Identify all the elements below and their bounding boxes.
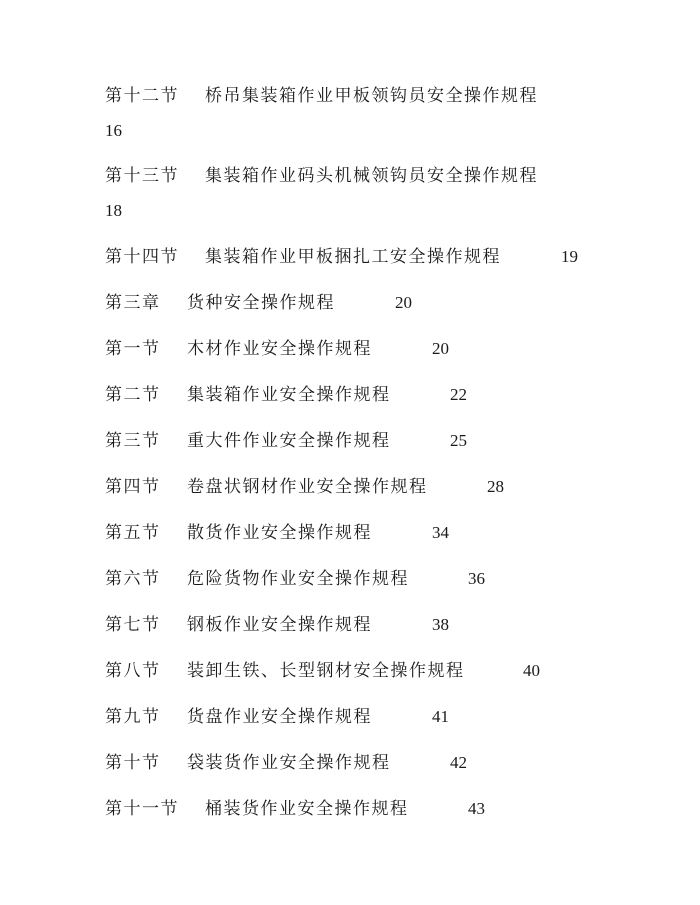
toc-page-number: 20 bbox=[395, 293, 412, 312]
toc-section: 第十二节 bbox=[105, 86, 179, 106]
toc-title: 货种安全操作规程 bbox=[187, 293, 335, 313]
toc-entry bbox=[105, 567, 505, 591]
toc-page-number: 42 bbox=[450, 753, 467, 772]
toc-title: 木材作业安全操作规程 bbox=[187, 339, 372, 359]
toc-title: 钢板作业安全操作规程 bbox=[187, 615, 372, 635]
toc-title: 桶装货作业安全操作规程 bbox=[205, 799, 409, 819]
toc-section: 第十三节 bbox=[105, 166, 179, 186]
toc-page-number: 38 bbox=[432, 615, 449, 634]
toc-title: 袋装货作业安全操作规程 bbox=[187, 753, 391, 773]
toc-entry bbox=[105, 613, 505, 637]
toc-title: 卷盘状钢材作业安全操作规程 bbox=[187, 477, 428, 497]
toc-page-number: 28 bbox=[487, 477, 504, 496]
toc-entry bbox=[105, 475, 525, 499]
toc-page-number: 22 bbox=[450, 385, 467, 404]
toc-section: 第十节 bbox=[105, 753, 161, 773]
toc-section: 第八节 bbox=[105, 661, 161, 681]
toc-section: 第三章 bbox=[105, 293, 161, 313]
toc-page-number: 25 bbox=[450, 431, 467, 450]
toc-title: 集装箱作业码头机械领钩员安全操作规程 bbox=[205, 166, 538, 186]
toc-section: 第十四节 bbox=[105, 247, 179, 267]
toc-entry bbox=[105, 291, 505, 315]
toc-title: 集装箱作业甲板捆扎工安全操作规程 bbox=[205, 247, 501, 267]
toc-section: 第七节 bbox=[105, 615, 161, 635]
toc-page-number: 16 bbox=[105, 121, 122, 140]
toc-page-number: 40 bbox=[523, 661, 540, 680]
toc-section: 第四节 bbox=[105, 477, 161, 497]
toc-section: 第五节 bbox=[105, 523, 161, 543]
toc-title: 重大件作业安全操作规程 bbox=[187, 431, 391, 451]
toc-page-number: 20 bbox=[432, 339, 449, 358]
toc-entry bbox=[105, 521, 505, 545]
toc-title: 危险货物作业安全操作规程 bbox=[187, 569, 409, 589]
toc-title: 散货作业安全操作规程 bbox=[187, 523, 372, 543]
toc-entry bbox=[105, 164, 538, 188]
toc-title: 集装箱作业安全操作规程 bbox=[187, 385, 391, 405]
toc-entry bbox=[105, 797, 525, 821]
toc-title: 货盘作业安全操作规程 bbox=[187, 707, 372, 727]
toc-title: 装卸生铁、长型钢材安全操作规程 bbox=[187, 661, 465, 681]
toc-section: 第三节 bbox=[105, 431, 161, 451]
toc-section: 第二节 bbox=[105, 385, 161, 405]
toc-page-number: 43 bbox=[468, 799, 485, 818]
toc-entry bbox=[105, 705, 505, 729]
toc-section: 第六节 bbox=[105, 569, 161, 589]
toc-entry bbox=[105, 84, 538, 108]
toc-entry bbox=[105, 383, 505, 407]
toc-entry bbox=[105, 429, 505, 453]
toc-section: 第一节 bbox=[105, 339, 161, 359]
toc-page-number: 34 bbox=[432, 523, 449, 542]
toc-entry bbox=[105, 337, 505, 361]
toc-section: 第九节 bbox=[105, 707, 161, 727]
toc-page-number: 19 bbox=[561, 247, 578, 266]
toc-title: 桥吊集装箱作业甲板领钩员安全操作规程 bbox=[205, 86, 538, 106]
toc-entry bbox=[105, 751, 505, 775]
toc-page-number: 41 bbox=[432, 707, 449, 726]
toc-entry bbox=[105, 245, 585, 269]
toc-section: 第十一节 bbox=[105, 799, 179, 819]
toc-entry bbox=[105, 659, 565, 683]
toc-page-number: 18 bbox=[105, 201, 122, 220]
toc-page-number: 36 bbox=[468, 569, 485, 588]
